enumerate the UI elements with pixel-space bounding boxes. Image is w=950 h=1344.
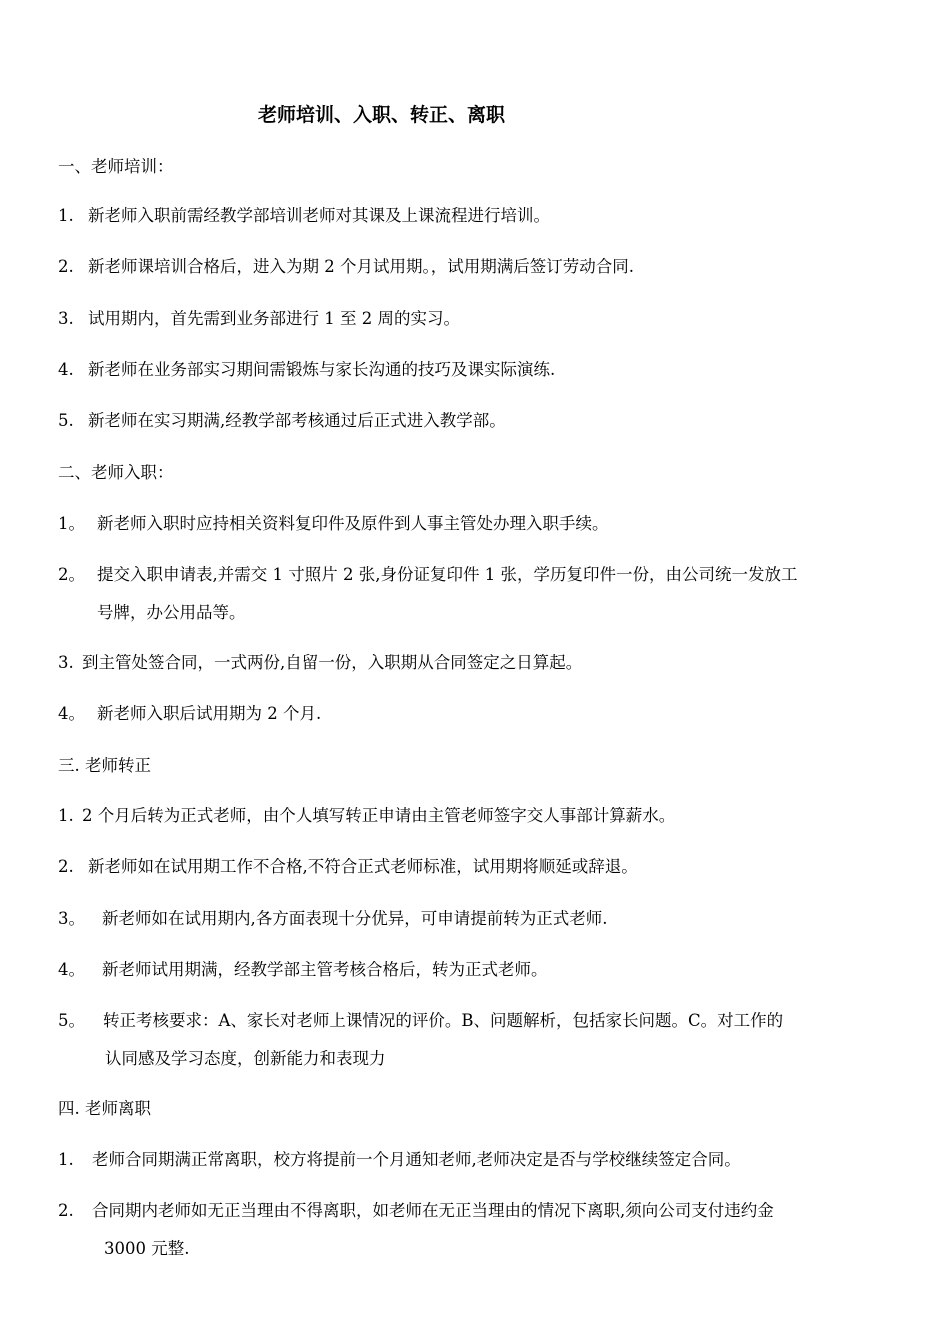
list-item <box>58 354 555 386</box>
item-text: 合同期内老师如无正当理由不得离职，如老师在无正当理由的情况下离职,须向公司支付违约金 <box>92 1201 774 1220</box>
item-text: 新老师如在试用期内,各方面表现十分优异，可申请提前转为正式老师. <box>102 909 608 928</box>
item-number: 3. <box>58 309 74 328</box>
list-item <box>58 1005 783 1037</box>
item-number: 1。 <box>58 514 85 533</box>
list-item <box>58 559 797 591</box>
list-item <box>58 251 634 283</box>
item-text: 提交入职申请表,并需交 1 寸照片 2 张,身份证复印件 1 张，学历复印件一份，由公司统一发放工 <box>97 565 798 584</box>
item-number: 2. <box>58 857 74 876</box>
list-item <box>58 903 608 935</box>
item-text: 新老师试用期满，经教学部主管考核合格后，转为正式老师。 <box>102 960 548 979</box>
item-number: 3。 <box>58 909 85 928</box>
item-number: 5。 <box>58 1011 85 1030</box>
section-heading-resignation: 四. 老师离职 <box>58 1099 151 1118</box>
document-title: 老师培训、入职、转正、离职 <box>258 104 506 126</box>
item-text: 新老师入职前需经教学部培训老师对其课及上课流程进行培训。 <box>88 206 550 225</box>
list-item <box>58 200 550 232</box>
item-text: 新老师在业务部实习期间需锻炼与家长沟通的技巧及课实际演练. <box>88 360 556 379</box>
item-text: 到主管处签合同，一式两份,自留一份，入职期从合同签定之日算起。 <box>82 653 583 672</box>
list-item <box>58 954 548 986</box>
section-heading-regularization: 三. 老师转正 <box>58 756 151 775</box>
item-text: 新老师如在试用期工作不合格,不符合正式老师标准，试用期将顺延或辞退。 <box>88 857 638 876</box>
item-text: 新老师入职时应持相关资料复印件及原件到人事主管处办理入职手续。 <box>97 514 609 533</box>
list-item <box>58 647 582 679</box>
item-text: 新老师课培训合格后，进入为期 2 个月试用期。，试用期满后签订劳动合同. <box>88 257 634 276</box>
list-item <box>58 508 609 540</box>
list-item <box>58 800 675 832</box>
item-number: 5. <box>58 411 74 430</box>
item-text-continuation: 3000 元整. <box>104 1239 190 1258</box>
list-item <box>58 851 638 883</box>
item-number: 1. <box>58 206 74 225</box>
section-heading-onboarding: 二、老师入职： <box>58 463 174 482</box>
item-number: 4。 <box>58 704 85 723</box>
list-item <box>58 405 506 437</box>
item-number: 1. <box>58 1150 74 1169</box>
item-number: 4. <box>58 360 74 379</box>
item-text-continuation: 号牌，办公用品等。 <box>97 603 246 622</box>
list-item <box>58 1195 774 1227</box>
list-item <box>58 303 460 335</box>
item-number: 3. <box>58 653 74 672</box>
item-number: 1. <box>58 806 74 825</box>
item-text: 2 个月后转为正式老师，由个人填写转正申请由主管老师签字交人事部计算薪水。 <box>82 806 676 825</box>
item-text-continuation: 认同感及学习态度，创新能力和表现力 <box>105 1049 386 1068</box>
item-number: 2. <box>58 257 74 276</box>
section-heading-training: 一、老师培训： <box>58 157 174 176</box>
list-item <box>58 1144 741 1176</box>
item-text: 转正考核要求：A、家长对老师上课情况的评价。B、问题解析，包括家长问题。C。对工作的 <box>103 1011 784 1030</box>
list-item <box>58 698 321 730</box>
item-number: 2. <box>58 1201 74 1220</box>
item-text: 新老师入职后试用期为 2 个月. <box>97 704 322 723</box>
item-number: 4。 <box>58 960 85 979</box>
item-text: 老师合同期满正常离职，校方将提前一个月通知老师,老师决定是否与学校继续签定合同。 <box>92 1150 741 1169</box>
item-number: 2。 <box>58 565 85 584</box>
item-text: 新老师在实习期满,经教学部考核通过后正式进入教学部。 <box>88 411 506 430</box>
item-text: 试用期内，首先需到业务部进行 1 至 2 周的实习。 <box>88 309 460 328</box>
